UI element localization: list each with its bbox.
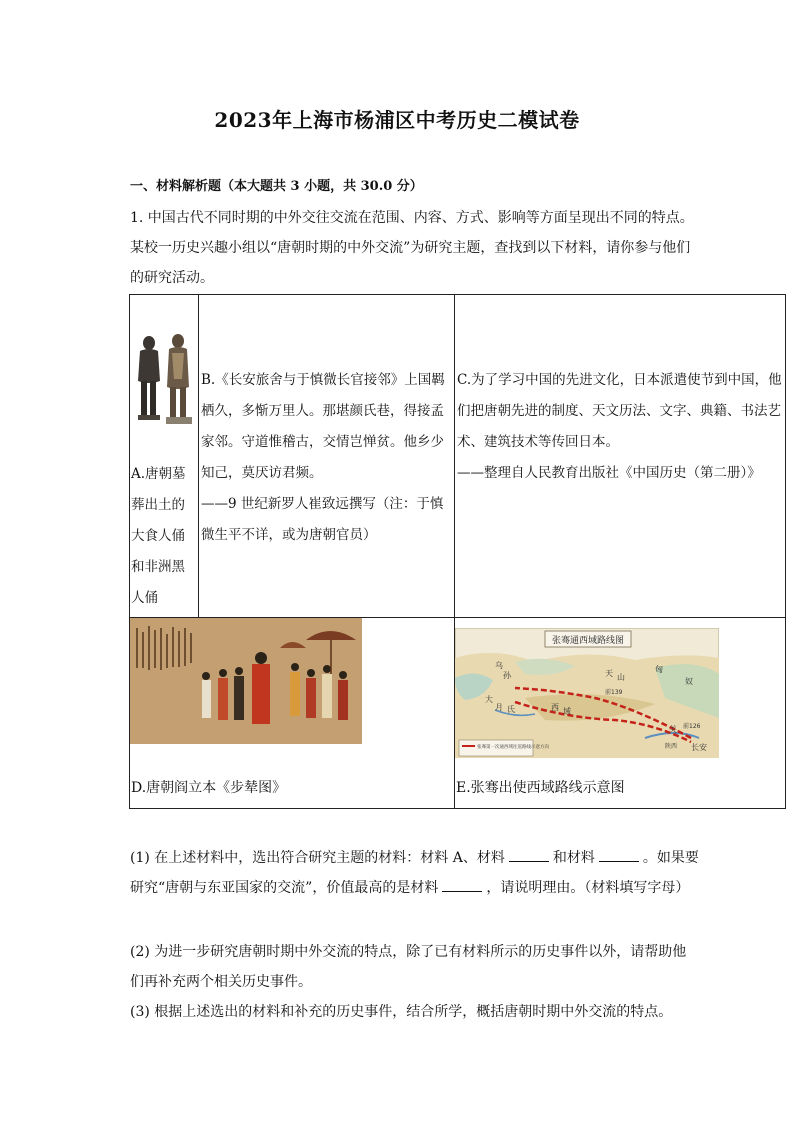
question-intro: 1. 中国古代不同时期的中外交往交流在范围、内容、方式、影响等方面呈现出不同的特点。某校一历史兴趣小组以“唐朝时期的中外交流”为研究主题，查找到以下材料，请你参与他们的研究活动。 <box>130 210 694 286</box>
map-label: 月 <box>495 703 503 712</box>
map-label: 乌 <box>495 661 503 670</box>
map-label: 关 <box>669 725 677 734</box>
section-heading: 一、材料解析题（本大题共 3 小题，共 30.0 分） <box>130 179 423 194</box>
map-label: 天 <box>605 669 613 678</box>
material-a-caption-line: 葬出土的 <box>131 497 185 513</box>
material-c-source: ——整理自人民教育出版社《中国历史（第二册）》 <box>457 465 761 481</box>
figurines-image <box>132 331 196 431</box>
material-e-cell <box>455 618 786 809</box>
map-label: 奴 <box>685 677 693 686</box>
answer-blank[interactable] <box>442 877 482 892</box>
map-label: 前139 <box>605 689 623 696</box>
map-label: 西 <box>551 703 559 712</box>
map-legend: 张骞第一次通西域往返路线示意方向 <box>477 745 549 750</box>
material-b-source: ——9 世纪新罗人崔致远撰写（注：于慎微生平不详，或为唐朝官员） <box>201 496 444 543</box>
map-label: 匈 <box>655 665 663 674</box>
material-a-caption-line: 人俑 <box>131 590 158 606</box>
material-c-cell <box>455 295 786 618</box>
map-label: 域 <box>563 707 571 716</box>
q1-text: (1) 在上述材料中，选出符合研究主题的材料：材料 A、材料 <box>130 850 505 866</box>
material-a-caption-line: 和非洲黑 <box>131 559 185 575</box>
q1-text: 。如果要研究“唐朝与东亚国家的交流”，价值最高的是材料 <box>130 850 699 896</box>
map-title: 张骞通西域路线图 <box>551 636 625 646</box>
route-map-image <box>455 628 719 758</box>
map-label: 前126 <box>683 723 701 730</box>
map-label: 大 <box>485 695 493 704</box>
material-b-text: B.《长安旅舍与于慎微长官接邻》上国羁栖久，多惭万里人。那堪颜氏巷，得接孟家邻。守道惟稽古，交情岂惮贫。他乡少知己，莫厌访君频。 <box>201 372 445 481</box>
map-label: 山 <box>617 673 625 682</box>
map-label: 陕西 <box>665 743 678 750</box>
answer-blank[interactable] <box>509 847 549 862</box>
material-d-caption: D.唐朝阎立本《步辇图》 <box>131 780 287 796</box>
material-d-cell <box>130 618 455 809</box>
material-b-cell <box>199 295 455 618</box>
material-c-text: C.为了学习中国的先进文化，日本派遣使节到中国，他们把唐朝先进的制度、天文历法、文字、典籍、书法艺术、建筑技术等传回日本。 <box>457 372 782 450</box>
material-e-caption: E.张骞出使西域路线示意图 <box>456 780 625 796</box>
map-label: 孙 <box>503 671 511 680</box>
sub-question-3: (3) 根据上述选出的材料和补充的历史事件，结合所学，概括唐朝时期中外交流的特点。 <box>130 1004 673 1020</box>
sub-question-2: (2) 为进一步研究唐朝时期中外交流的特点，除了已有材料所示的历史事件以外，请帮助他们再补充两个相关历史事件。 <box>130 944 687 990</box>
materials-table <box>129 294 786 809</box>
map-label: 氏 <box>507 705 515 714</box>
sub-question-1 <box>130 843 700 903</box>
material-a-cell <box>130 295 199 618</box>
material-a-caption-line: 大食人俑 <box>131 528 185 544</box>
q1-text: 和材料 <box>552 850 595 866</box>
q1-text: ，请说明理由。（材料填写字母） <box>486 880 690 896</box>
material-a-caption-line: A.唐朝墓 <box>131 466 186 482</box>
painting-image <box>130 618 362 744</box>
exam-title: 2023年上海市杨浦区中考历史二模试卷 <box>214 108 580 132</box>
answer-blank[interactable] <box>599 847 639 862</box>
map-label: 长安 <box>691 743 707 752</box>
